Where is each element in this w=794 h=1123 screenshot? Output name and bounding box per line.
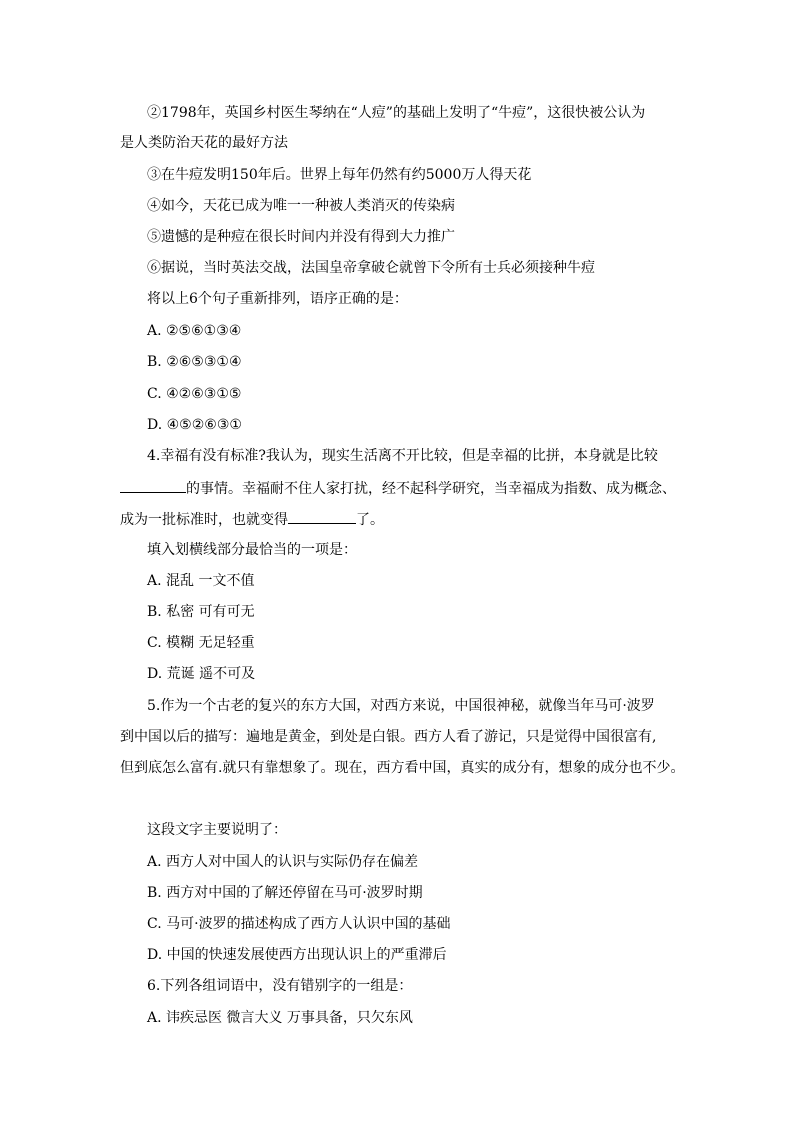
question-5-prompt: 这段文字主要说明了： (147, 822, 287, 838)
question-5-line-1: 5.作为一个古老的复兴的东方大国，对西方来说，中国很神秘，就像当年马可·波罗 (147, 698, 655, 714)
sentence-4: ④如今，天花已成为唯一一种被人类消灭的传染病 (147, 198, 455, 214)
question-5-line-2: 到中国以后的描写：遍地是黄金，到处是白银。西方人看了游记，只是觉得中国很富有, (120, 729, 657, 745)
question-4-line-3-before: 成为一批标准时，也就变得 (120, 512, 288, 528)
question-4-line-2 (120, 478, 676, 498)
question-4-line-2-text: 的事情。幸福耐不住人家打扰，经不起科学研究，当幸福成为指数、成为概念、 (186, 481, 676, 497)
question-4-option-b: B. 私密 可有可无 (147, 604, 255, 620)
answer-blank-1 (120, 478, 186, 493)
question-4-prompt: 填入划横线部分最恰当的一项是： (147, 542, 357, 558)
question-4-option-c: C. 模糊 无足轻重 (147, 635, 255, 651)
question-4-line-3 (120, 509, 384, 529)
question-3-option-d: D. ④⑤②⑥③① (147, 417, 242, 433)
question-6-option-a: A. 讳疾忌医 微言大义 万事具备，只欠东风 (147, 1010, 413, 1026)
question-4-line-3-after: 了。 (356, 512, 384, 528)
sentence-3: ③在牛痘发明150年后。世界上每年仍然有约5000万人得天花 (147, 167, 532, 183)
sentence-2-line-2: 是人类防治天花的最好方法 (120, 135, 288, 151)
question-5-option-a: A. 西方人对中国人的认识与实际仍存在偏差 (147, 854, 419, 870)
sentence-5: ⑤遗憾的是种痘在很长时间内并没有得到大力推广 (147, 229, 455, 245)
question-5-option-c: C. 马可·波罗的描述构成了西方人认识中国的基础 (147, 916, 451, 932)
question-5-line-3: 但到底怎么富有.就只有靠想象了。现在，西方看中国，真实的成分有，想象的成分也不少。 (120, 760, 685, 776)
question-3-option-b: B. ②⑥⑤③①④ (147, 354, 242, 370)
question-3-prompt: 将以上6个句子重新排列，语序正确的是： (147, 291, 408, 307)
answer-blank-2 (288, 509, 356, 524)
question-5-option-b: B. 西方对中国的了解还停留在马可·波罗时期 (147, 885, 423, 901)
question-4-option-a: A. 混乱 一文不值 (147, 573, 255, 589)
question-6-prompt: 6.下列各组词语中，没有错别字的一组是： (147, 978, 413, 994)
sentence-6: ⑥据说，当时英法交战，法国皇帝拿破仑就曾下令所有士兵必须接种牛痘 (147, 260, 595, 276)
sentence-2-line-1: ②1798年，英国乡村医生琴纳在“人痘”的基础上发明了“牛痘”，这很快被公认为 (147, 105, 646, 121)
question-5-option-d: D. 中国的快速发展使西方出现认识上的严重滞后 (147, 947, 447, 963)
question-4-line-1: 4.幸福有没有标准?我认为，现实生活离不开比较，但是幸福的比拼，本身就是比较 (147, 448, 658, 464)
question-3-option-c: C. ④②⑥③①⑤ (147, 386, 242, 402)
question-3-option-a: A. ②⑤⑥①③④ (147, 323, 242, 339)
question-4-option-d: D. 荒诞 遥不可及 (147, 666, 256, 682)
